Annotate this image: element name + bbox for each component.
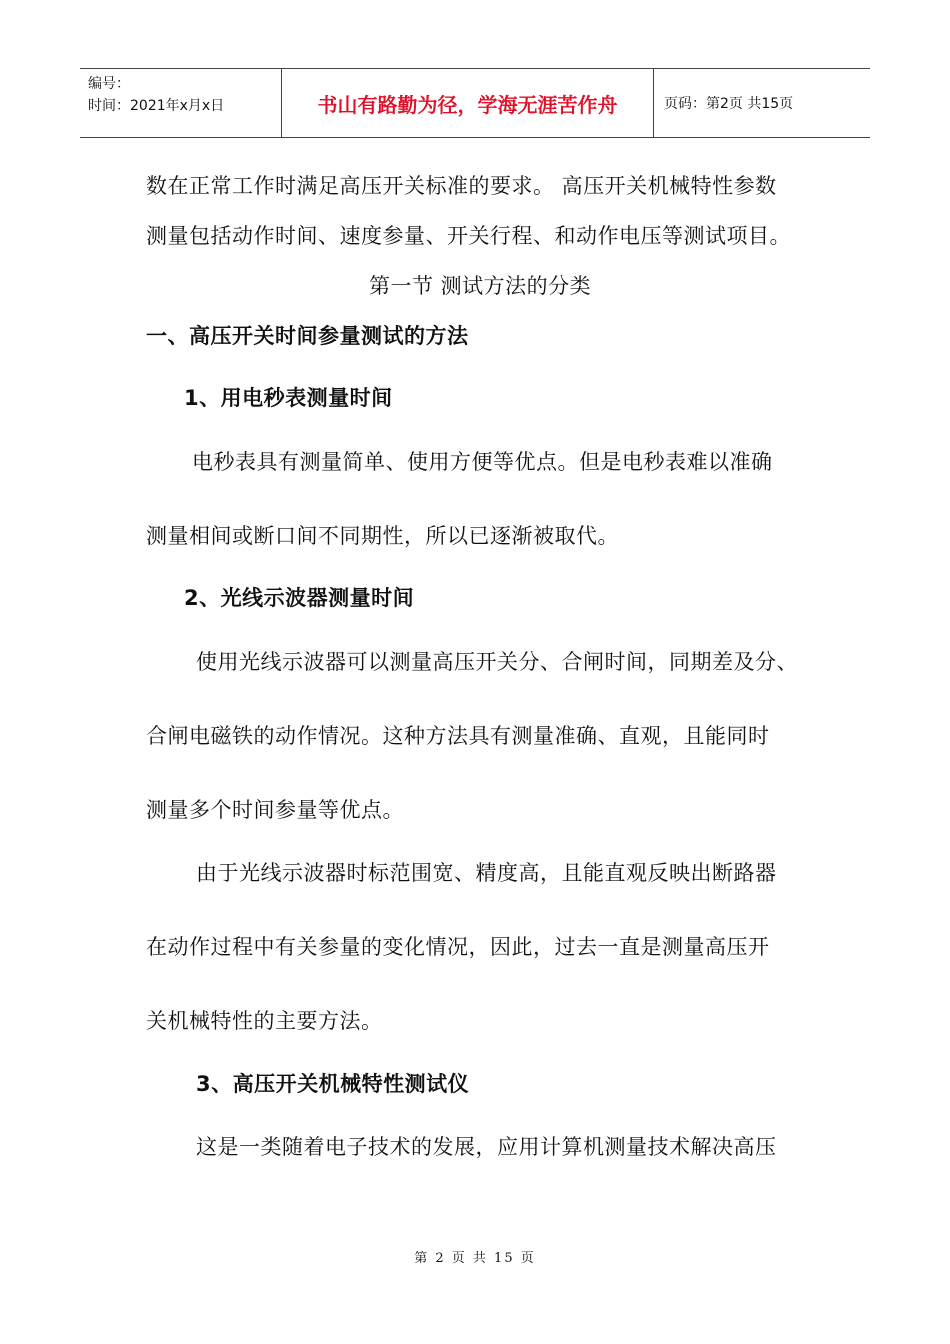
text-line: 测量相间或断口间不同期性，所以已逐渐被取代。 — [146, 524, 619, 548]
text-line: 这是一类随着电子技术的发展，应用计算机测量技术解决高压 — [196, 1135, 777, 1159]
text-line: 使用光线示波器可以测量高压开关分、合闸时间，同期差及分、 — [196, 650, 798, 674]
section-title: 第一节 测试方法的分类 — [369, 274, 592, 298]
time-label: 时间：2021年x月x日 — [88, 98, 225, 114]
subheading: 2、光线示波器测量时间 — [184, 586, 415, 610]
text-line: 在动作过程中有关参量的变化情况，因此，过去一直是测量高压开 — [146, 935, 770, 959]
text-line: 电秒表具有测量简单、使用方便等优点。但是电秒表难以准确 — [192, 450, 773, 474]
text-line: 测量包括动作时间、速度参量、开关行程、和动作电压等测试项目。 — [146, 224, 791, 248]
page-footer: 第 2 页 共 15 页 — [414, 1251, 536, 1266]
number-label: 编号： — [88, 76, 130, 92]
text-line: 数在正常工作时满足高压开关标准的要求。 高压开关机械特性参数 — [146, 174, 777, 198]
text-line: 关机械特性的主要方法。 — [146, 1009, 383, 1033]
header-table — [80, 68, 870, 138]
text-line: 测量多个时间参量等优点。 — [146, 798, 404, 822]
header-meta — [80, 69, 282, 137]
header-page-info: 页码：第2页 共15页 — [664, 96, 794, 112]
text-line: 合闸电磁铁的动作情况。这种方法具有测量准确、直观，且能同时 — [146, 724, 770, 748]
subheading: 3、高压开关机械特性测试仪 — [196, 1072, 470, 1096]
subheading: 1、用电秒表测量时间 — [184, 386, 393, 410]
heading-level1: 一、高压开关时间参量测试的方法 — [146, 324, 469, 348]
header-motto: 书山有路勤为径，学海无涯苦作舟 — [282, 69, 654, 137]
text-line: 由于光线示波器时标范围宽、精度高，且能直观反映出断路器 — [196, 861, 777, 885]
